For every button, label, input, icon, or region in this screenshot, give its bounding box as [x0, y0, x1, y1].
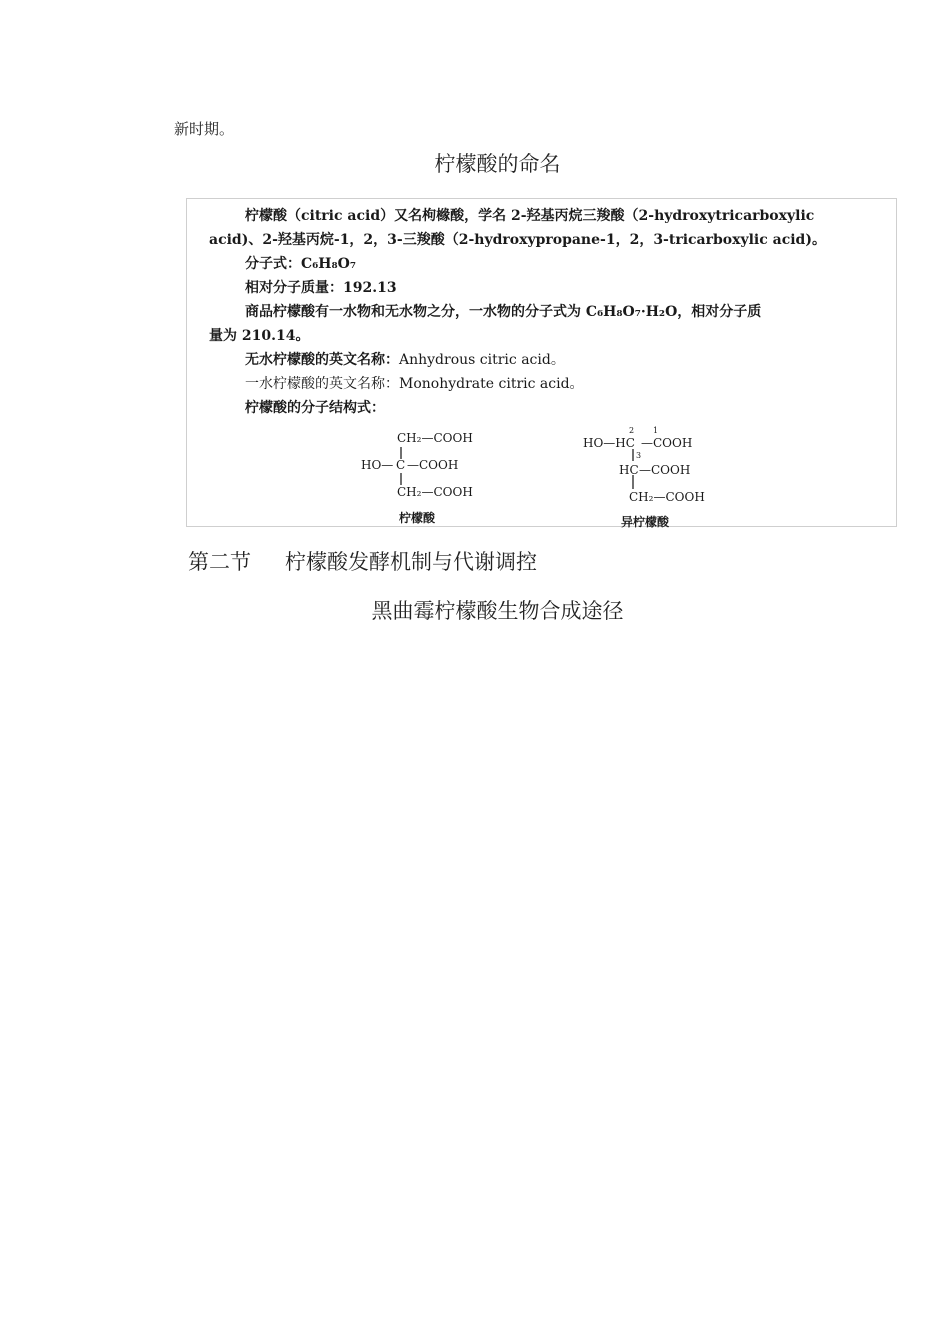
isocitric-num-3: 3 [636, 451, 642, 460]
citric-mid-right: —COOH [407, 458, 459, 472]
citric-mid-left: HO— [361, 458, 394, 472]
citric-top: CH₂—COOH [397, 431, 473, 445]
heading-naming: 柠檬酸的命名 [434, 152, 561, 176]
structure-label: 柠檬酸的分子结构式： [245, 400, 385, 416]
isocitric-mid-left: HC [619, 463, 639, 477]
anhydrous-value: Anhydrous citric acid。 [399, 352, 565, 368]
isocitric-bottom: CH₂—COOH [629, 490, 705, 504]
mass-value: 192.13 [343, 280, 397, 296]
heading-pathway: 黑曲霉柠檬酸生物合成途径 [371, 599, 624, 623]
section-heading [188, 546, 537, 576]
citric-mid-c: C [396, 458, 406, 472]
mass-label: 相对分子质量： [245, 280, 343, 296]
anhydrous-label: 无水柠檬酸的英文名称： [245, 352, 399, 368]
mono-label: 一水柠檬酸的英文名称： [245, 376, 399, 392]
formula-value: C₆H₈O₇ [301, 256, 356, 272]
figure-line-6: 量为 210.14。 [209, 328, 310, 344]
citric-acid-structure [359, 429, 489, 527]
isocitric-acid-structure [583, 426, 723, 529]
citric-bottom: CH₂—COOH [397, 485, 473, 499]
naming-figure [186, 198, 897, 527]
mono-line [245, 373, 584, 393]
continuation-text: 新时期。 [174, 120, 235, 138]
formula-label: 分子式： [245, 256, 301, 272]
mono-value: Monohydrate citric acid。 [399, 376, 584, 392]
mass-line [245, 277, 397, 297]
anhydrous-line [245, 349, 565, 369]
isocitric-num-2: 2 [629, 426, 635, 435]
isocitric-top-right: —COOH [641, 436, 693, 450]
section-title: 柠檬酸发酵机制与代谢调控 [285, 550, 537, 574]
isocitric-mid-right: —COOH [639, 463, 691, 477]
figure-line-2: acid)、2-羟基丙烷-1，2，3-三羧酸（2-hydroxypropane-1，2，3-tricarboxylic acid)。 [209, 232, 826, 248]
isocitric-num-1: 1 [653, 426, 659, 435]
formula-line [245, 253, 356, 273]
isocitric-name: 异柠檬酸 [621, 515, 670, 529]
section-number: 第二节 [188, 550, 251, 574]
figure-line-1: 柠檬酸（citric acid）又名枸橼酸，学名 2-羟基丙烷三羧酸（2-hydroxytricarboxylic [245, 208, 815, 224]
citric-name: 柠檬酸 [399, 511, 436, 525]
figure-line-5: 商品柠檬酸有一水物和无水物之分，一水物的分子式为 C₆H₈O₇·H₂O，相对分子质 [245, 304, 762, 320]
isocitric-top-left: HO—HC [583, 436, 635, 450]
